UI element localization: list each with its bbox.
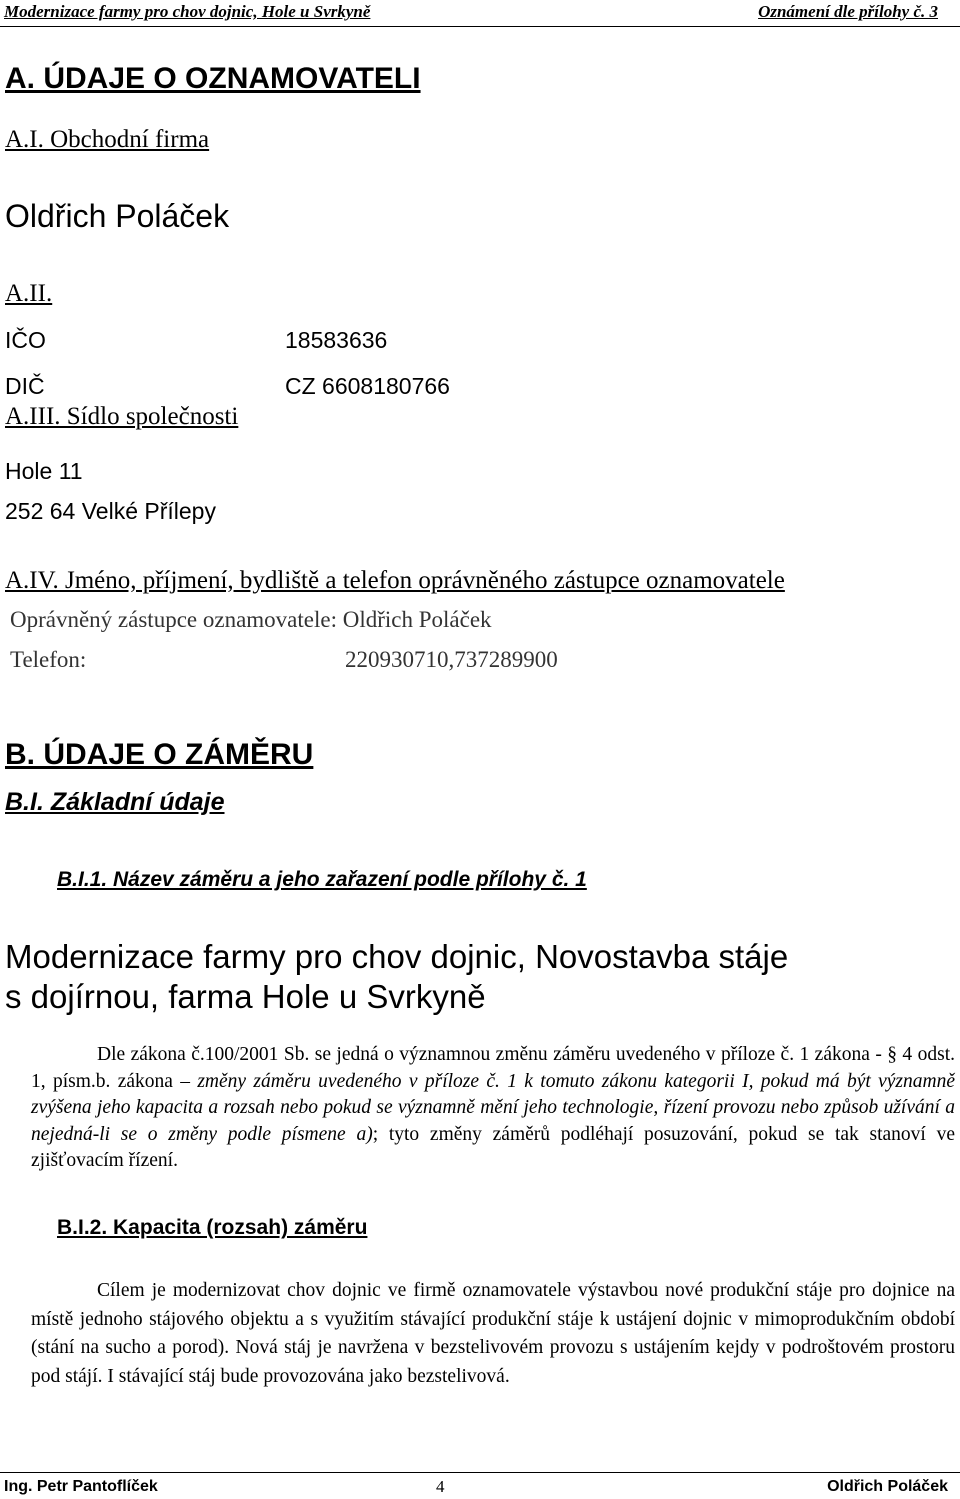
representative-line: Oprávněný zástupce oznamovatele: Oldřich Poláček [10, 607, 492, 632]
section-b1-heading: B.I. Základní údaje [5, 788, 225, 816]
dic-label: DIČ [5, 373, 45, 399]
ico-label: IČO [5, 327, 46, 353]
section-b-heading: B. ÚDAJE O ZÁMĚRU [5, 738, 314, 771]
address-line-2: 252 64 Velké Přílepy [5, 498, 216, 524]
law-paragraph-end: ; tyto změny záměrů podléhají posuzování, pokud se tak stanoví ve zjišťovacím řízení. [31, 1123, 955, 1171]
ico-value: 18583636 [285, 327, 388, 353]
phone-label: Telefon: [10, 647, 87, 672]
capacity-paragraph [31, 1277, 955, 1391]
section-a1-heading: A.I. Obchodní firma [5, 126, 210, 153]
header-project-title: Modernizace farmy pro chov dojnic, Hole u Svrkyně [4, 2, 371, 21]
page-header [0, 0, 960, 27]
section-a3-heading: A.III. Sídlo společnosti [5, 403, 239, 430]
law-paragraph [31, 1042, 955, 1175]
dic-value: CZ 6608180766 [285, 373, 450, 399]
section-b12-heading: B.I.2. Kapacita (rozsah) záměru [57, 1216, 368, 1239]
project-title-line-2: s dojírnou, farma Hole u Svrkyně [5, 978, 486, 1015]
section-a-heading: A. ÚDAJE O OZNAMOVATELI [5, 62, 421, 95]
capacity-paragraph-text: Cílem je modernizovat chov dojnic ve firmě oznamovatele výstavbou nové produkční stáje pro dojnice na místě jednoho stájového objektu a s využitím stávající produkční stáje k ustájení dojnic v mimoprodukčním období (stání na sucho a porod). Nová stáj je navržena v bezstelivovém provozu s ustájením kejdy v podroštovém prostoru pod stájí. I stávající stáj bude provozována jako bezstelivová. [31, 1280, 955, 1387]
page-footer [0, 1472, 960, 1499]
address-line-1: Hole 11 [5, 458, 83, 484]
section-a2-heading: A.II. [5, 280, 53, 307]
footer-author: Ing. Petr Pantoflíček [4, 1478, 158, 1495]
law-paragraph-text: Dle zákona č.100/2001 Sb. se jedná o významnou změnu záměru uvedeného v příloze č. 1 zákona - § 4 odst. 1, písm.b. zákona [31, 1044, 955, 1092]
phone-value: 220930710,737289900 [345, 647, 558, 672]
project-title-line-1: Modernizace farmy pro chov dojnic, Novostavba stáje [5, 938, 789, 975]
header-document-type: Oznámení dle přílohy č. 3 [758, 2, 938, 21]
section-a4-heading: A.IV. Jméno, příjmení, bydliště a telefon oprávněného zástupce oznamovatele [5, 567, 785, 594]
company-name: Oldřich Poláček [5, 198, 230, 234]
footer-page-number: 4 [436, 1477, 445, 1496]
law-paragraph-italic: – změny záměru uvedeného v příloze č. 1 k tomuto zákonu kategorii I, pokud má být významně zvýšena jeho kapacita a rozsah nebo pokud se významně mění jeho technologie, řízení provozu nebo způsob užívání a nejedná-li se o změny podle písmene a) [31, 1070, 955, 1145]
section-b11-heading: B.I.1. Název záměru a jeho zařazení podle přílohy č. 1 [57, 868, 587, 891]
footer-company: Oldřich Poláček [827, 1478, 948, 1495]
